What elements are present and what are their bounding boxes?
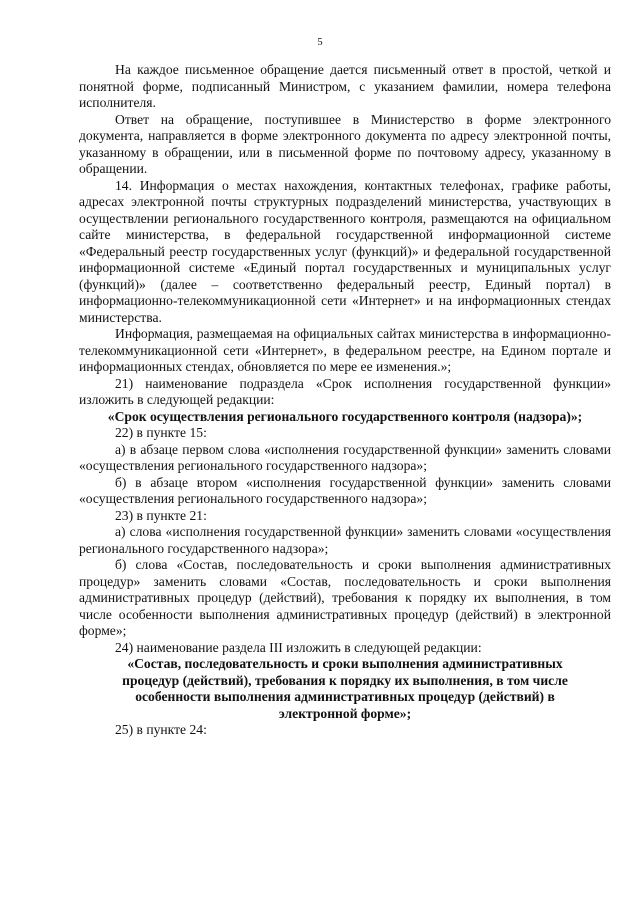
paragraph-amendment-25: 25) в пункте 24:	[115, 722, 207, 737]
document-body	[79, 62, 611, 739]
heading-section-iii: «Состав, последовательность и сроки выполнения административных процедур (действий), требования к порядку их выполнения, в том числе особенности выполнения административных процедур (действий) в электронной форме»;	[122, 656, 568, 721]
paragraph-amendment-24: 24) наименование раздела III изложить в следующей редакции:	[115, 639, 482, 655]
paragraph-amendment-23: 23) в пункте 21:	[115, 507, 207, 523]
heading-control-term: «Срок осуществления регионального государственного контроля (надзора)»;	[107, 408, 583, 424]
paragraph-written-reply: На каждое письменное обращение дается письменный ответ в простой, четкой и понятной форме, подписанный Министром, с указанием фамилии, номера телефона исполнителя.	[79, 62, 611, 110]
paragraph-amendment-22-b: б) в абзаце втором «исполнения государственной функции» заменить словами «осуществления регионального государственного надзора»;	[79, 474, 611, 506]
paragraph-amendment-21: 21) наименование подраздела «Срок исполнения государственной функции» изложить в следующей редакции:	[79, 375, 611, 407]
page-number: 5	[317, 37, 323, 48]
paragraph-amendment-22-a: а) в абзаце первом слова «исполнения государственной функции» заменить словами «осуществления регионального государственного надзора»;	[79, 441, 611, 473]
paragraph-amendment-23-a: а) слова «исполнения государственной функции» заменить словами «осуществления регионального государственного надзора»;	[79, 524, 611, 556]
paragraph-item-14: 14. Информация о местах нахождения, контактных телефонах, графике работы, адресах электронной почты структурных подразделений министерства, участвующих в осуществлении регионального государственного контроля, размещаются на официальном сайте министерства, в федеральной государственной информационной системе «Федеральный реестр государственных услуг (функций)» и федеральной государственной информационной системе «Единый портал государственных и муниципальных услуг (функций)» (далее – соответственно федеральный реестр, Единый портал) в информационно-телекоммуникационной сети «Интернет» и на информационных стендах министерства.	[79, 177, 611, 325]
paragraph-amendment-23-b: б) слова «Состав, последовательность и сроки выполнения административных процедур» заменить словами «Состав, последовательность и сроки выполнения административных процедур (действий), требования к порядку их выполнения, в том числе особенности выполнения административных процедур (действий) в электронной форме»;	[79, 557, 611, 638]
paragraph-electronic-reply: Ответ на обращение, поступившее в Министерство в форме электронного документа, направляется в форме электронного документа по адресу электронной почты, указанному в обращении, или в письменной форме по почтовому адресу, указанному в обращении.	[79, 111, 611, 176]
paragraph-amendment-22: 22) в пункте 15:	[115, 425, 207, 440]
paragraph-info-updates: Информация, размещаемая на официальных сайтах министерства в информационно-телекоммуникационной сети «Интернет», в федеральном реестре, на Едином портале и информационных стендах, обновляется по мере ее изменения.»;	[79, 326, 611, 374]
